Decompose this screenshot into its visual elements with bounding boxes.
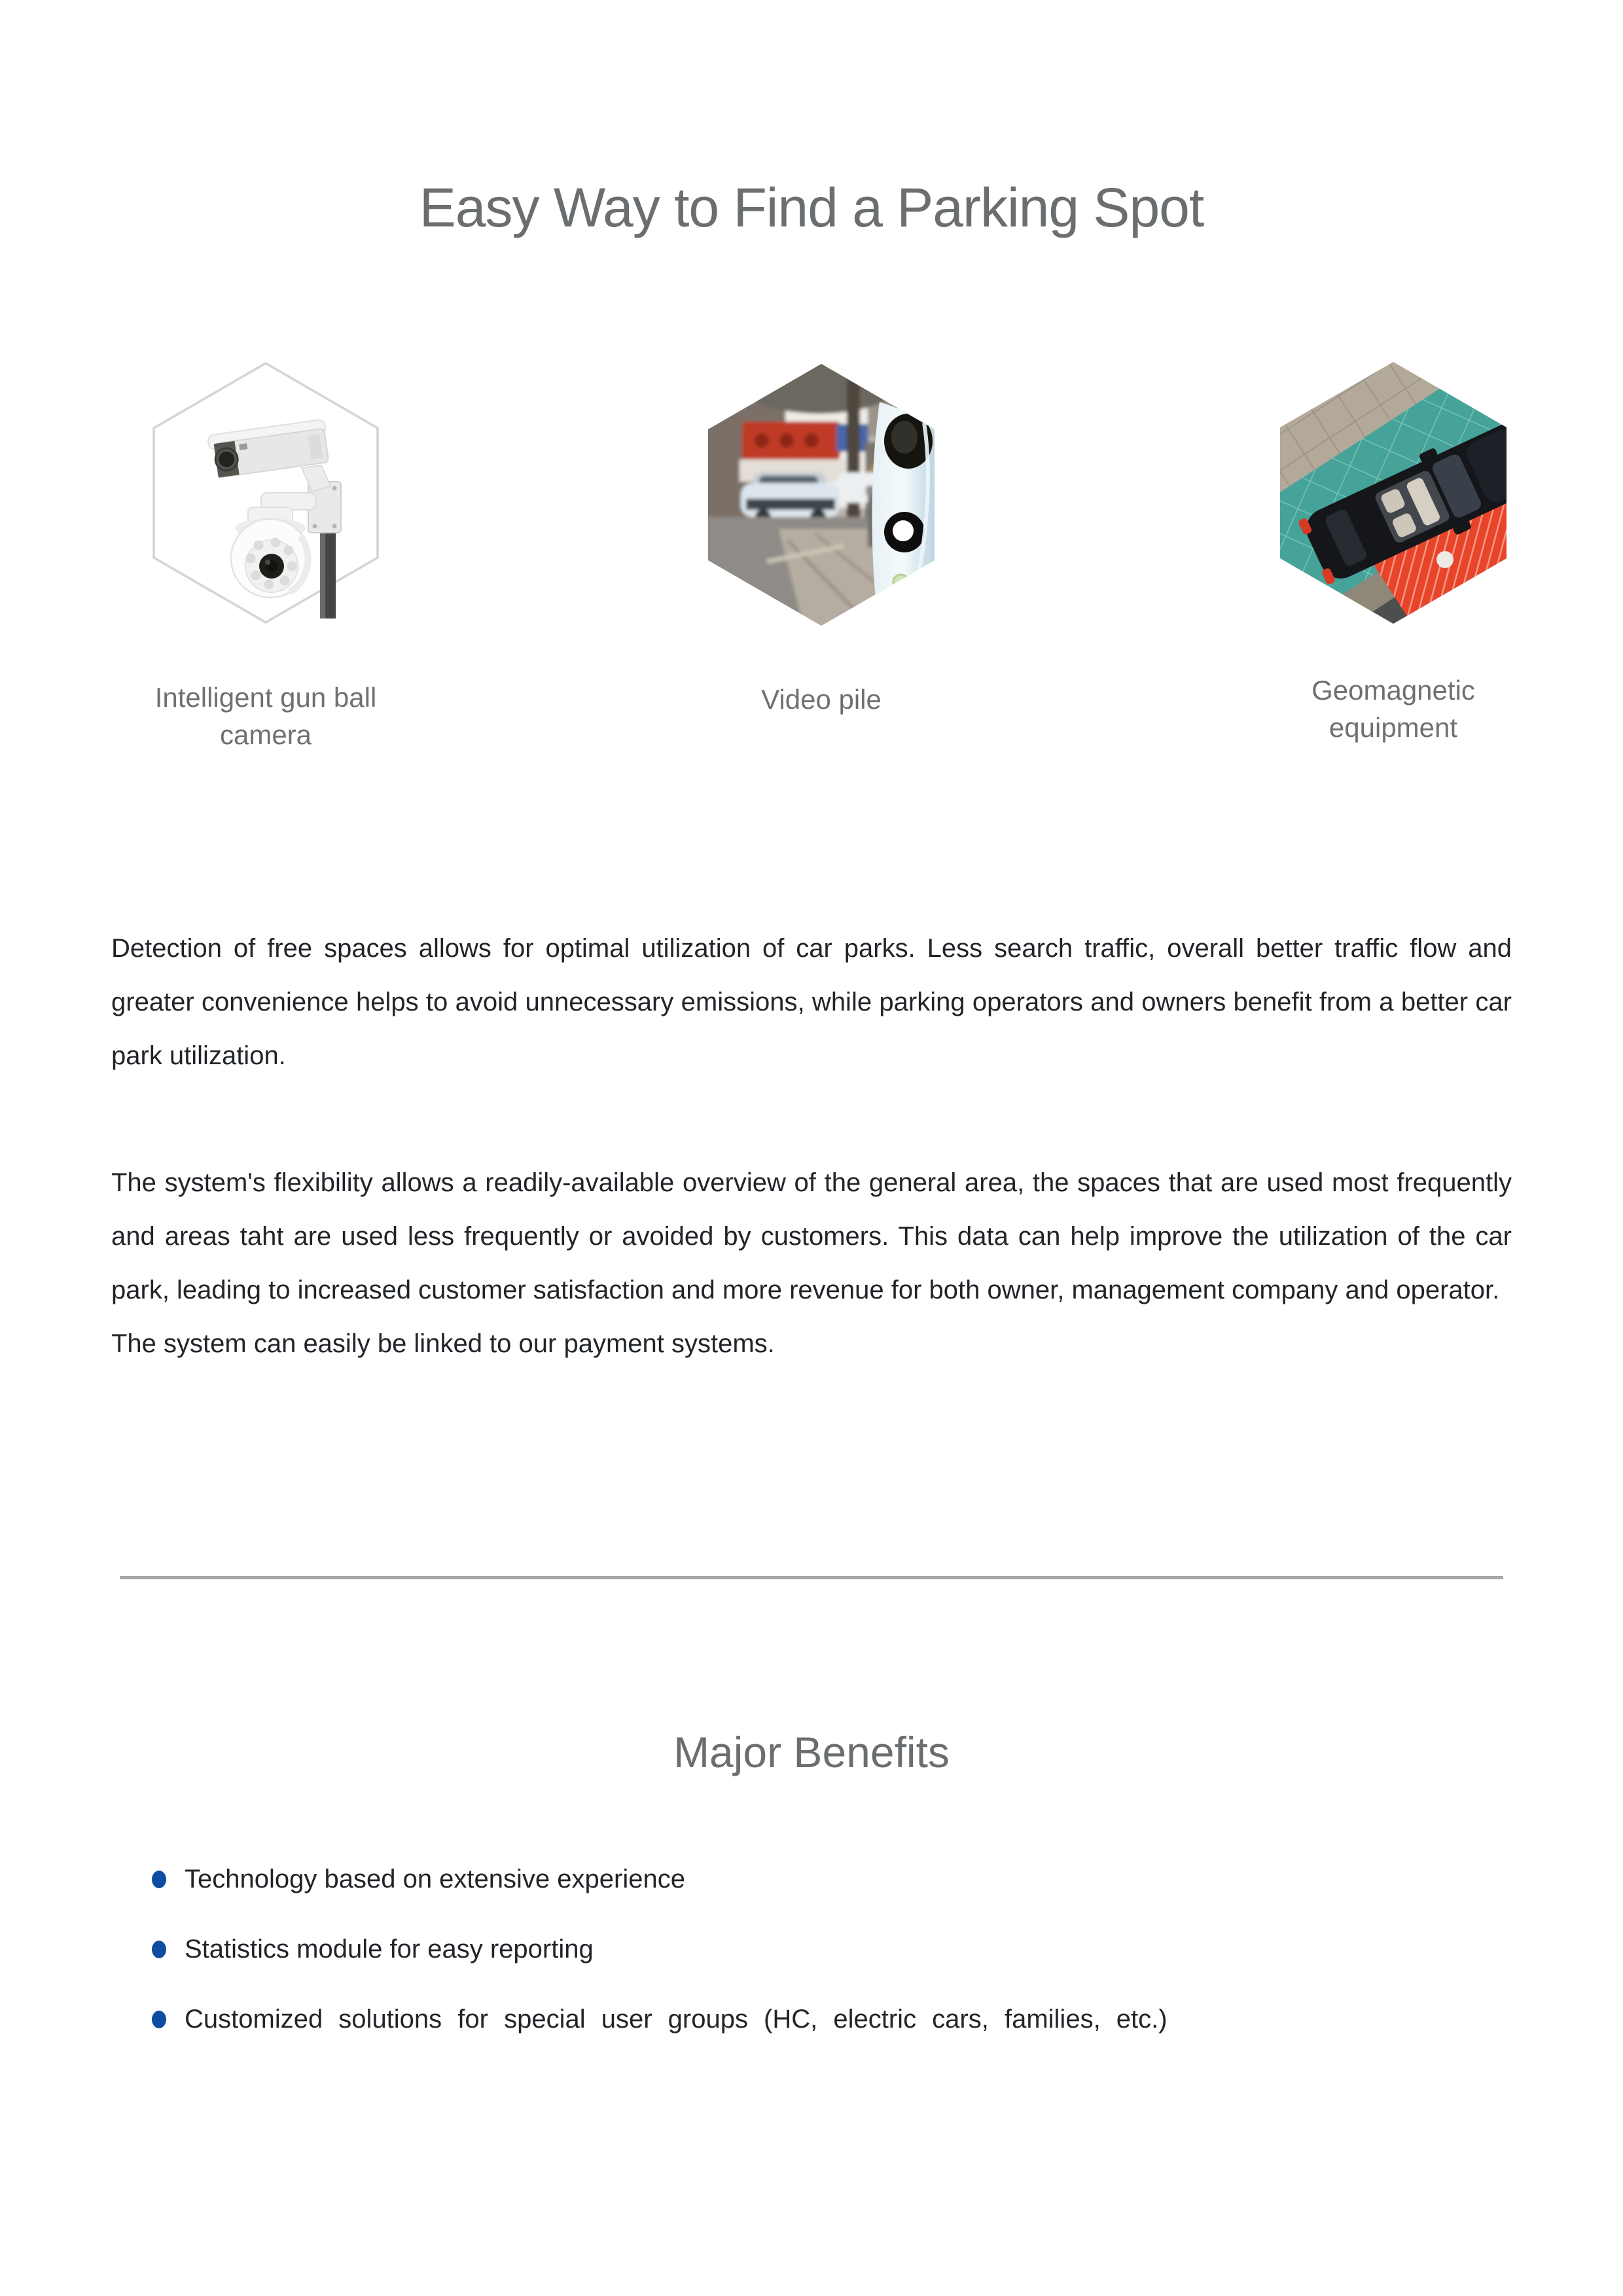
paragraph-flexibility: The system's flexibility allows a readily-available overview of the general area, the spaces that are used most frequently and areas taht are used less frequently or avoided by customers. This data can help improve the utilization of the car park, leading to increased customer satisfaction and more revenue for both owner, management company and operator. (111, 1168, 1512, 1304)
benefit-text: Technology based on extensive experience (185, 1865, 685, 1893)
paragraph-payment: The system can easily be linked to our payment systems. (111, 1329, 775, 1358)
major-benefits-title: Major Benefits (673, 1727, 950, 1776)
gun-ball-camera-image (152, 362, 379, 624)
paragraph-detection: Detection of free spaces allows for optimal utilization of car parks. Less search traffic, overall better traffic flow and greater convenience helps to avoid unnecessary emissions, while parking operators and owners benefit from a better car park utilization. (111, 934, 1512, 1070)
page-title: Easy Way to Find a Parking Spot (419, 177, 1204, 239)
bullet-icon (152, 1871, 166, 1888)
bullet-icon (152, 1941, 166, 1958)
equipment-item-gun-ball-camera (152, 362, 379, 753)
benefit-item (151, 2003, 1525, 2036)
benefit-item (151, 1863, 1525, 1895)
caption-video-pile: Video pile (761, 684, 882, 715)
benefit-text: Statistics module for easy reporting (185, 1935, 594, 1964)
geomagnetic-equipment-image (1280, 362, 1507, 624)
video-pile-device (872, 402, 935, 626)
description-section (111, 922, 1512, 1371)
section-divider (120, 1576, 1503, 1579)
equipment-item-geomagnetic (1280, 362, 1507, 746)
benefits-list (151, 1863, 1525, 2073)
video-pile-image (708, 364, 935, 626)
caption-gun-ball-camera: Intelligent gun ball camera (154, 682, 377, 750)
benefit-text: Customized solutions for special user groups (HC, electric cars, families, etc.) (185, 2005, 1168, 2034)
benefit-item (151, 1933, 1525, 1965)
bullet-icon (152, 2011, 166, 2028)
equipment-item-video-pile (708, 364, 935, 718)
caption-geomagnetic: Geomagnetic equipment (1311, 675, 1475, 743)
